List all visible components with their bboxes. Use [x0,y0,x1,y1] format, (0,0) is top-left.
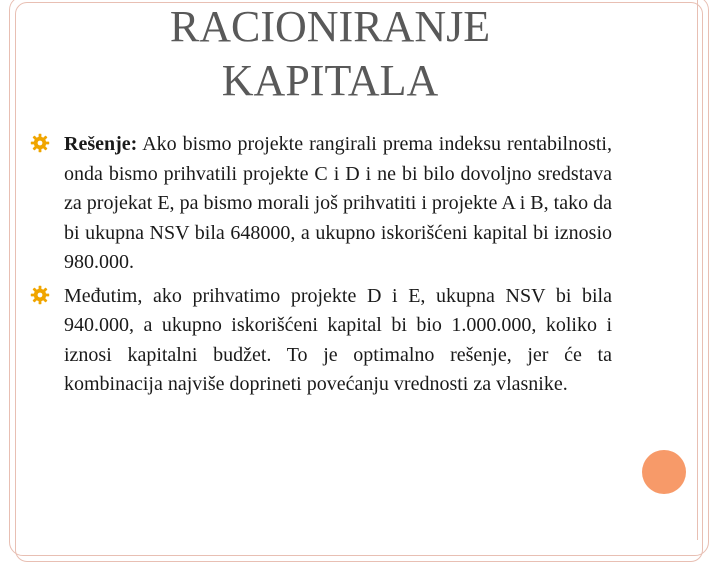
gear-icon [30,285,50,305]
orange-circle-icon [642,450,686,494]
slide-title [100,0,560,108]
bullet-text-1 [64,130,612,278]
slide-content [30,130,612,404]
bullet-body-1: Ako bismo projekte rangirali prema indeksu rentabilnosti, onda bismo prihvatili projekte C i D i ne bi bilo dovoljno sredstava za projekat E, pa bismo morali još prihvatiti i projekte A i B, tako da bi ukupna NSV bila 648000, a ukupno iskorišćeni kapital bi iznosio 980.000. [64,133,612,273]
bullet-text-2 [64,282,612,400]
gear-icon [30,133,50,153]
title-line-1: RACIONIRANJE [169,2,491,51]
bullet-item-2 [30,282,612,400]
frame-right-line [697,0,698,540]
bullet-item-1 [30,130,612,278]
bullet-body-2: Međutim, ako prihvatimo projekte D i E, ukupna NSV bi bila 940.000, a ukupno iskorišćeni kapital bi bio 1.000.000, koliko i iznosi kapitalni budžet. To je optimalno rešenje, jer će ta kombinacija najviše doprineti povećanju vrednosti za vlasnike. [64,284,612,395]
title-line-2: KAPITALA [221,56,439,105]
bullet-label-1: Rešenje: [64,133,138,155]
